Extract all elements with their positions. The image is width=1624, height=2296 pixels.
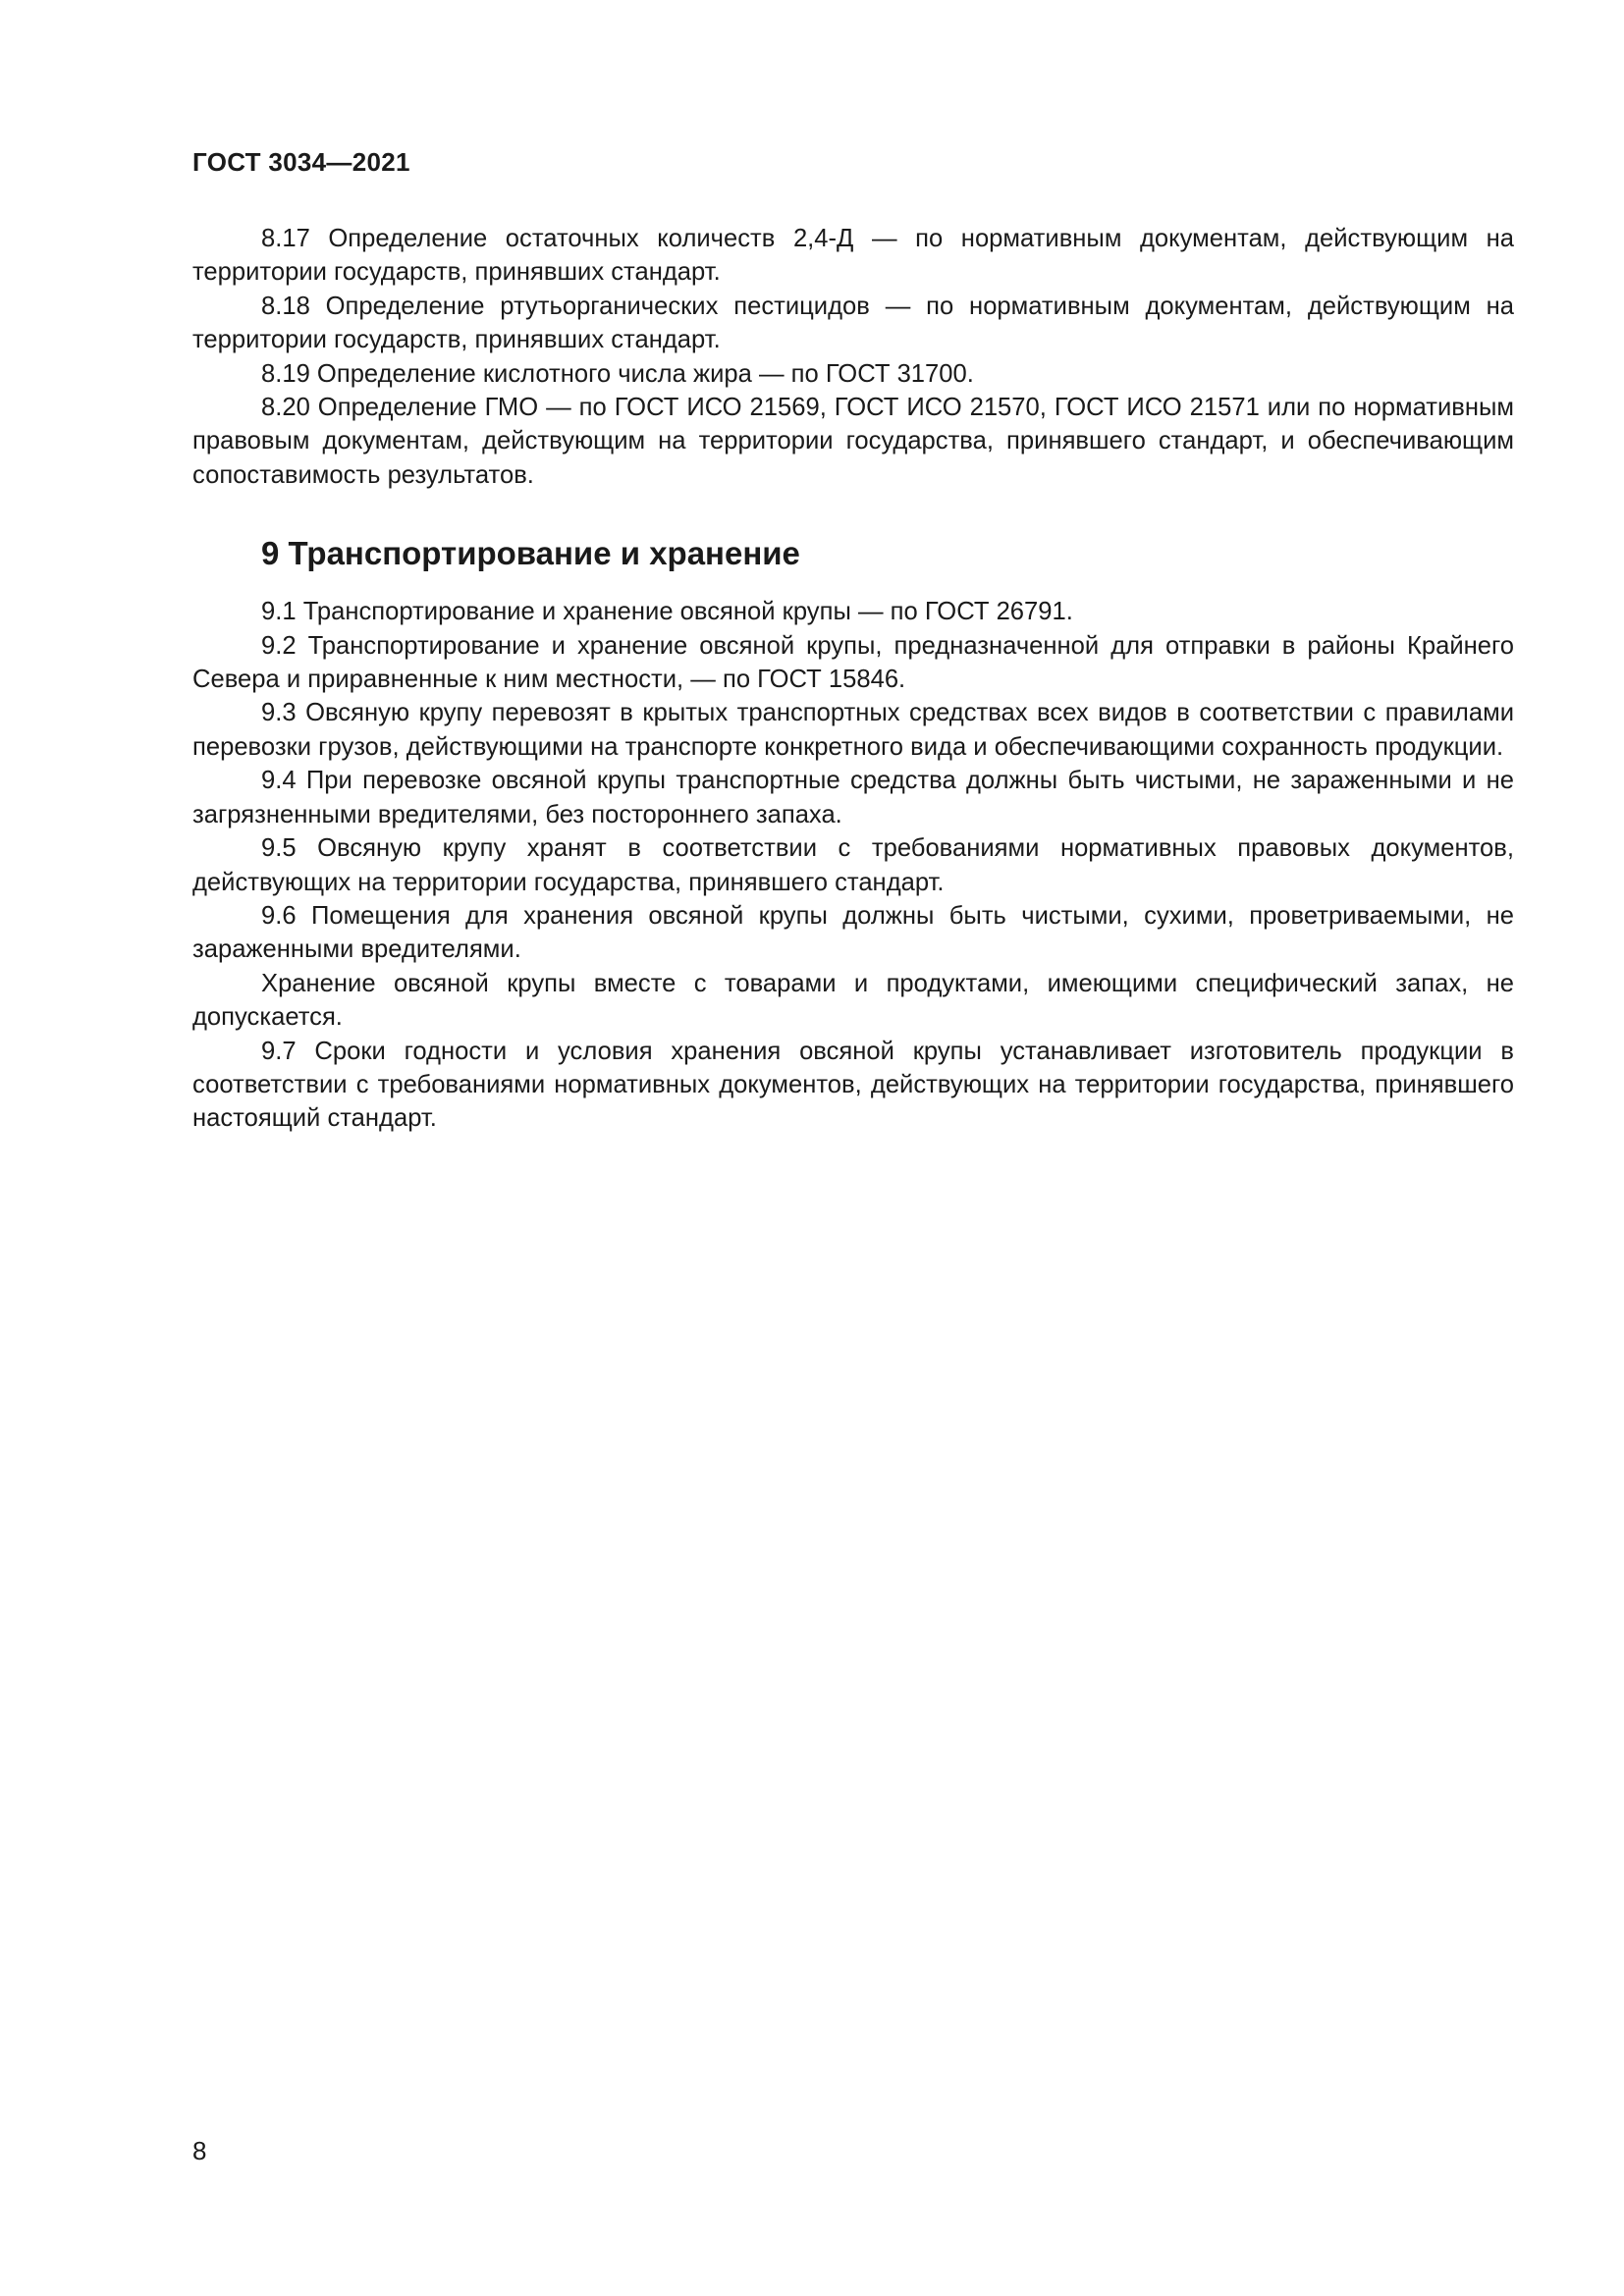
clause-9-6: 9.6 Помещения для хранения овсяной крупы должны быть чистыми, сухими, проветриваемыми, не зараженными вредителями. — [192, 901, 1514, 964]
section-9-title: 9 Транспортирование и хранение — [261, 535, 800, 572]
page-number: 8 — [192, 2136, 207, 2165]
clause-9-3: 9.3 Овсяную крупу перевозят в крытых транспортных средствах всех видов в соответствии с правилами перевозки грузов, действующими на транспорте конкретного вида и обеспечивающими сохранность продукции. — [192, 699, 1514, 761]
clause-8-18: 8.18 Определение ртутьорганических пестицидов — по нормативным документам, действующим на территории государств, принявших стандарт. — [192, 292, 1514, 354]
clause-9-5: 9.5 Овсяную крупу хранят в соответствии с требованиями нормативных правовых документов, действующих на территории государства, принявшего стандарт. — [192, 834, 1514, 896]
clause-8-17: 8.17 Определение остаточных количеств 2,4-Д — по нормативным документам, действующим на территории государств, принявших стандарт. — [192, 225, 1514, 287]
clause-9-7: 9.7 Сроки годности и условия хранения овсяной крупы устанавливает изготовитель продукции в соответствии с требованиями нормативных документов, действующих на территории государства, принявшего настоящий стандарт. — [192, 1037, 1514, 1133]
page-body — [192, 222, 1514, 1136]
clause-8-20: 8.20 Определение ГМО — по ГОСТ ИСО 21569, ГОСТ ИСО 21570, ГОСТ ИСО 21571 или по нормативным правовым документам, действующим на территории государства, принявшего стандарт, и обеспечивающим сопоставимость результатов. — [192, 394, 1514, 489]
standard-code-header: ГОСТ 3034—2021 — [192, 147, 410, 177]
clause-8-19: 8.19 Определение кислотного числа жира — по ГОСТ 31700. — [261, 359, 974, 388]
clause-9-1: 9.1 Транспортирование и хранение овсяной крупы — по ГОСТ 26791. — [261, 598, 1073, 626]
clause-9-2: 9.2 Транспортирование и хранение овсяной крупы, предназначенной для отправки в районы Крайнего Севера и приравненные к ним местности, — по ГОСТ 15846. — [192, 631, 1514, 694]
clause-9-6-note: Хранение овсяной крупы вместе с товарами и продуктами, имеющими специфический запах, не допускается. — [192, 969, 1514, 1032]
clause-9-4: 9.4 При перевозке овсяной крупы транспортные средства должны быть чистыми, не зараженными и не загрязненными вредителями, без постороннего запаха. — [192, 767, 1514, 828]
